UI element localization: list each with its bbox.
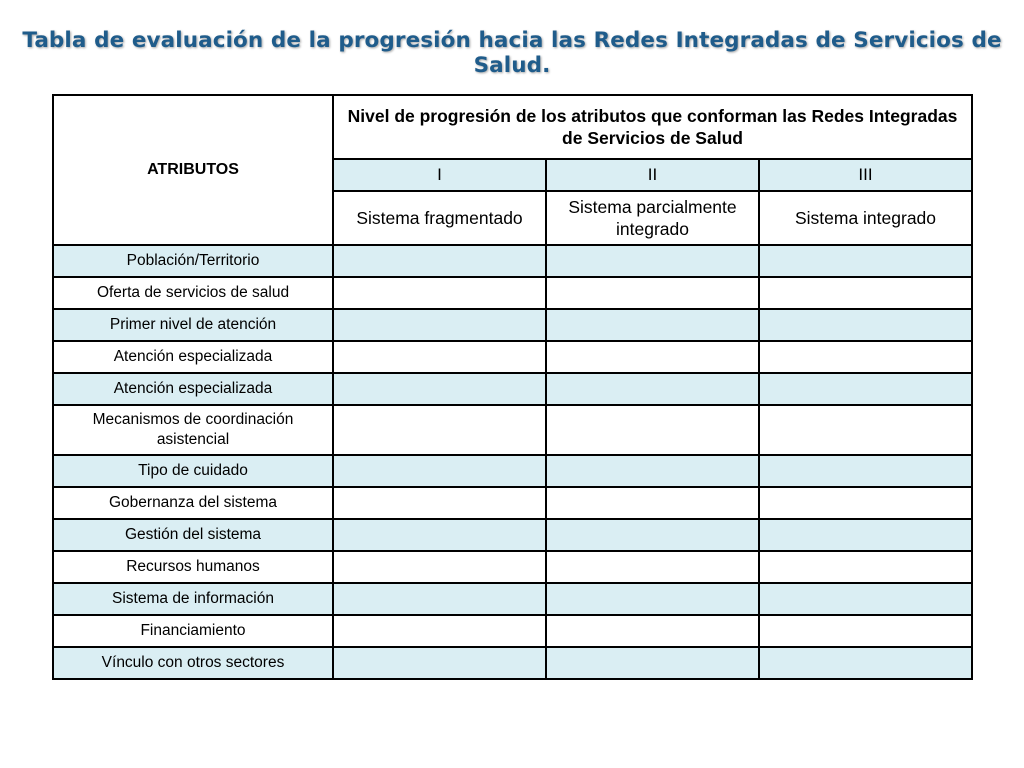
level-cell-2[interactable] [546, 519, 759, 551]
attribute-label: Atención especializada [53, 373, 333, 405]
level-cell-1[interactable] [333, 341, 546, 373]
level-cell-1[interactable] [333, 583, 546, 615]
level-cell-3[interactable] [759, 405, 972, 455]
level-cell-1[interactable] [333, 519, 546, 551]
level-cell-1[interactable] [333, 487, 546, 519]
level-cell-2[interactable] [546, 309, 759, 341]
table-row [53, 487, 972, 519]
level-cell-3[interactable] [759, 487, 972, 519]
slide-title: Tabla de evaluación de la progresión hacia las Redes Integradas de Servicios de Salud. [22, 28, 1002, 78]
level-cell-2[interactable] [546, 551, 759, 583]
table-row [53, 551, 972, 583]
table-row [53, 405, 972, 455]
level-cell-1[interactable] [333, 277, 546, 309]
table-row [53, 583, 972, 615]
level-cell-3[interactable] [759, 373, 972, 405]
level-cell-2[interactable] [546, 583, 759, 615]
level-cell-2[interactable] [546, 405, 759, 455]
level-cell-3[interactable] [759, 455, 972, 487]
level-cell-2[interactable] [546, 615, 759, 647]
level-cell-1[interactable] [333, 455, 546, 487]
table-row [53, 309, 972, 341]
level-cell-1[interactable] [333, 551, 546, 583]
table-row [53, 277, 972, 309]
level-name-1: Sistema fragmentado [333, 191, 546, 245]
table-row [53, 341, 972, 373]
attribute-label: Atención especializada [53, 341, 333, 373]
attribute-label: Recursos humanos [53, 551, 333, 583]
level-cell-1[interactable] [333, 245, 546, 277]
level-header-2: II [546, 159, 759, 191]
level-cell-3[interactable] [759, 309, 972, 341]
attribute-label: Sistema de información [53, 583, 333, 615]
level-cell-1[interactable] [333, 373, 546, 405]
attribute-label: Oferta de servicios de salud [53, 277, 333, 309]
level-cell-2[interactable] [546, 277, 759, 309]
attribute-label: Vínculo con otros sectores [53, 647, 333, 679]
level-cell-3[interactable] [759, 245, 972, 277]
level-cell-3[interactable] [759, 647, 972, 679]
table-row [53, 647, 972, 679]
table-row [53, 615, 972, 647]
level-cell-3[interactable] [759, 583, 972, 615]
level-cell-2[interactable] [546, 487, 759, 519]
attribute-label: Mecanismos de coordinación asistencial [53, 405, 333, 455]
level-name-2: Sistema parcialmente integrado [546, 191, 759, 245]
table-row [53, 455, 972, 487]
level-header-3: III [759, 159, 972, 191]
level-cell-1[interactable] [333, 615, 546, 647]
level-cell-3[interactable] [759, 341, 972, 373]
attribute-label: Gestión del sistema [53, 519, 333, 551]
attribute-label: Financiamiento [53, 615, 333, 647]
attribute-label: Tipo de cuidado [53, 455, 333, 487]
level-cell-2[interactable] [546, 373, 759, 405]
table-row [53, 245, 972, 277]
table-row [53, 519, 972, 551]
level-cell-3[interactable] [759, 551, 972, 583]
level-cell-1[interactable] [333, 647, 546, 679]
level-cell-1[interactable] [333, 309, 546, 341]
level-cell-3[interactable] [759, 615, 972, 647]
evaluation-table [52, 94, 973, 680]
table-row [53, 373, 972, 405]
level-cell-2[interactable] [546, 245, 759, 277]
attribute-label: Primer nivel de atención [53, 309, 333, 341]
level-cell-2[interactable] [546, 647, 759, 679]
attribute-label: Gobernanza del sistema [53, 487, 333, 519]
attribute-label: Población/Territorio [53, 245, 333, 277]
level-cell-3[interactable] [759, 519, 972, 551]
progression-header: Nivel de progresión de los atributos que conforman las Redes Integradas de Servicios de Salud [333, 95, 972, 159]
level-cell-1[interactable] [333, 405, 546, 455]
level-cell-2[interactable] [546, 455, 759, 487]
level-cell-2[interactable] [546, 341, 759, 373]
level-header-1: I [333, 159, 546, 191]
attributes-header: ATRIBUTOS [53, 95, 333, 245]
level-name-3: Sistema integrado [759, 191, 972, 245]
level-cell-3[interactable] [759, 277, 972, 309]
